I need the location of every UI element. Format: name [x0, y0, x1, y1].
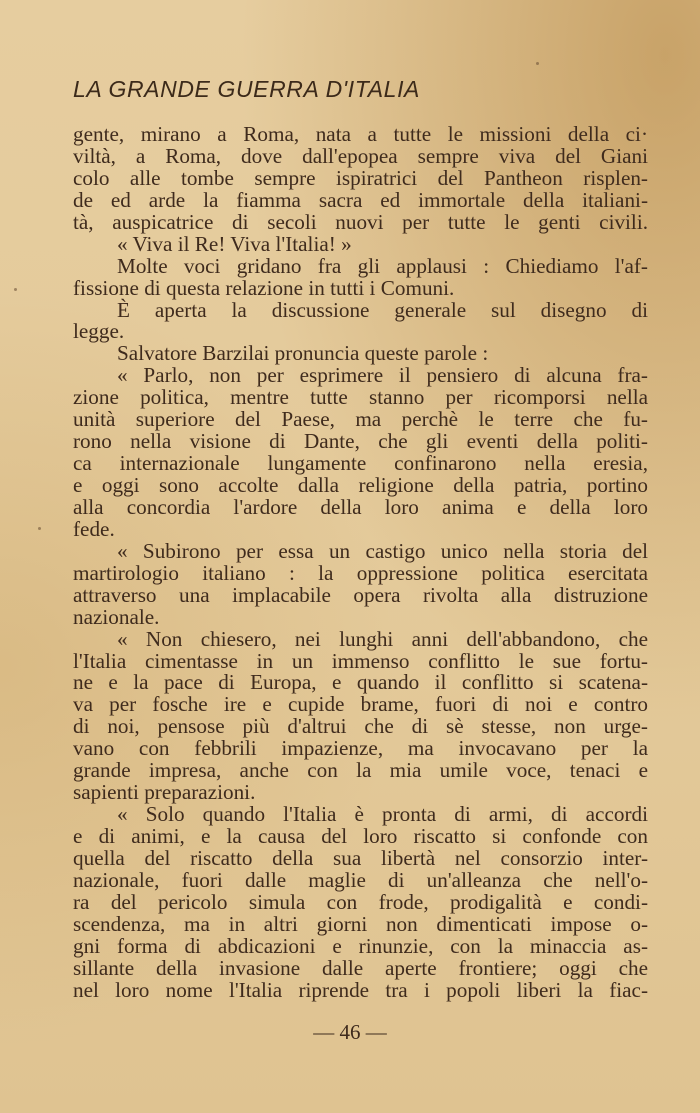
text-line: Molte voci gridano fra gli applausi : Chiediamo l'af- — [117, 253, 648, 278]
text-line: È aperta la discussione generale sul disegno di — [117, 297, 648, 322]
paper-speck — [536, 62, 539, 65]
text-line: e oggi sono accolte dalla religione della patria, portino — [73, 473, 648, 497]
text-line: gni forma di abdicazioni e rinunzie, con la minaccia as- — [73, 933, 648, 958]
text-line: « Solo quando l'Italia è pronta di armi, di accordi — [117, 802, 648, 827]
text-line: Salvatore Barzilai pronuncia queste parole : — [117, 341, 489, 366]
running-title: LA GRANDE GUERRA D'ITALIA — [73, 76, 420, 102]
text-line: tà, auspicatrice di secoli nuovi per tutte le genti civili. — [73, 209, 648, 234]
text-line: zione politica, mentre tutte stanno per ricomporsi nella — [73, 385, 648, 410]
text-line: martirologio italiano : la oppressione politica esercitata — [73, 560, 648, 585]
text-line: « Viva il Re! Viva l'Italia! » — [117, 231, 352, 256]
text-line: vano con febbrili impazienze, ma invocavano per la — [73, 736, 648, 761]
text-line: « Non chiesero, nei lunghi anni dell'abbandono, che — [117, 626, 648, 651]
text-line: colo alle tombe sempre ispiratrici del Pantheon risplen- — [73, 165, 648, 190]
text-line: nazionale. — [73, 604, 160, 629]
paper-speck — [14, 288, 17, 291]
text-line: scendenza, ma in altri giorni non dimenticati impose o- — [73, 911, 648, 936]
text-line: l'Italia cimentasse in un immenso conflitto le sue fortu- — [73, 648, 648, 673]
text-line: legge. — [73, 319, 125, 344]
text-line: nazionale, fuori dalle maglie di un'alleanza che nell'o- — [73, 867, 648, 892]
paper-speck — [38, 527, 41, 530]
text-line: attraverso una implacabile opera rivolta alla distruzione — [73, 582, 648, 607]
text-line: ca internazionale lungamente confinarono nella eresia, — [73, 451, 648, 476]
text-line: grande impresa, anche con la mia umile voce, tenaci e — [73, 758, 648, 783]
text-line: va per fosche ire e cupide brame, fuori di noi e contro — [73, 692, 648, 717]
text-line: di noi, pensose più d'altrui che di sè stesse, non urge- — [73, 714, 648, 739]
body-text — [73, 124, 648, 1002]
text-line: rono nella visione di Dante, che gli eventi della politi- — [73, 429, 648, 454]
text-line: alla concordia l'ardore della loro anima e della loro — [73, 494, 648, 519]
text-line: sapienti preparazioni. — [73, 780, 256, 805]
text-line: ne e la pace di Europa, e quando il conflitto si scatena- — [73, 670, 648, 695]
text-line: gente, mirano a Roma, nata a tutte le missioni della ci· — [73, 122, 648, 146]
text-line: nel loro nome l'Italia riprende tra i popoli liberi la fiac- — [73, 977, 648, 1002]
text-line: viltà, a Roma, dove dall'epopea sempre viva del Giani — [73, 143, 648, 168]
text-line: quella del riscatto della sua libertà nel consorzio inter- — [73, 845, 648, 870]
text-line: e di animi, e la causa del loro riscatto si confonde con — [73, 824, 648, 848]
text-line: « Subirono per essa un castigo unico nella storia del — [117, 538, 648, 563]
text-line: fissione di questa relazione in tutti i Comuni. — [73, 275, 455, 300]
text-line: de ed arde la fiamma sacra ed immortale della italiani- — [73, 187, 648, 212]
text-line: ra del pericolo simula con frode, prodigalità e condi- — [73, 889, 648, 914]
page-number: — 46 — — [313, 1020, 387, 1044]
text-line: sillante della invasione dalle aperte frontiere; oggi che — [73, 955, 648, 980]
text-line: fede. — [73, 516, 115, 541]
text-line: unità superiore del Paese, ma perchè le terre che fu- — [73, 407, 648, 432]
text-line: « Parlo, non per esprimere il pensiero di alcuna fra- — [117, 363, 648, 388]
